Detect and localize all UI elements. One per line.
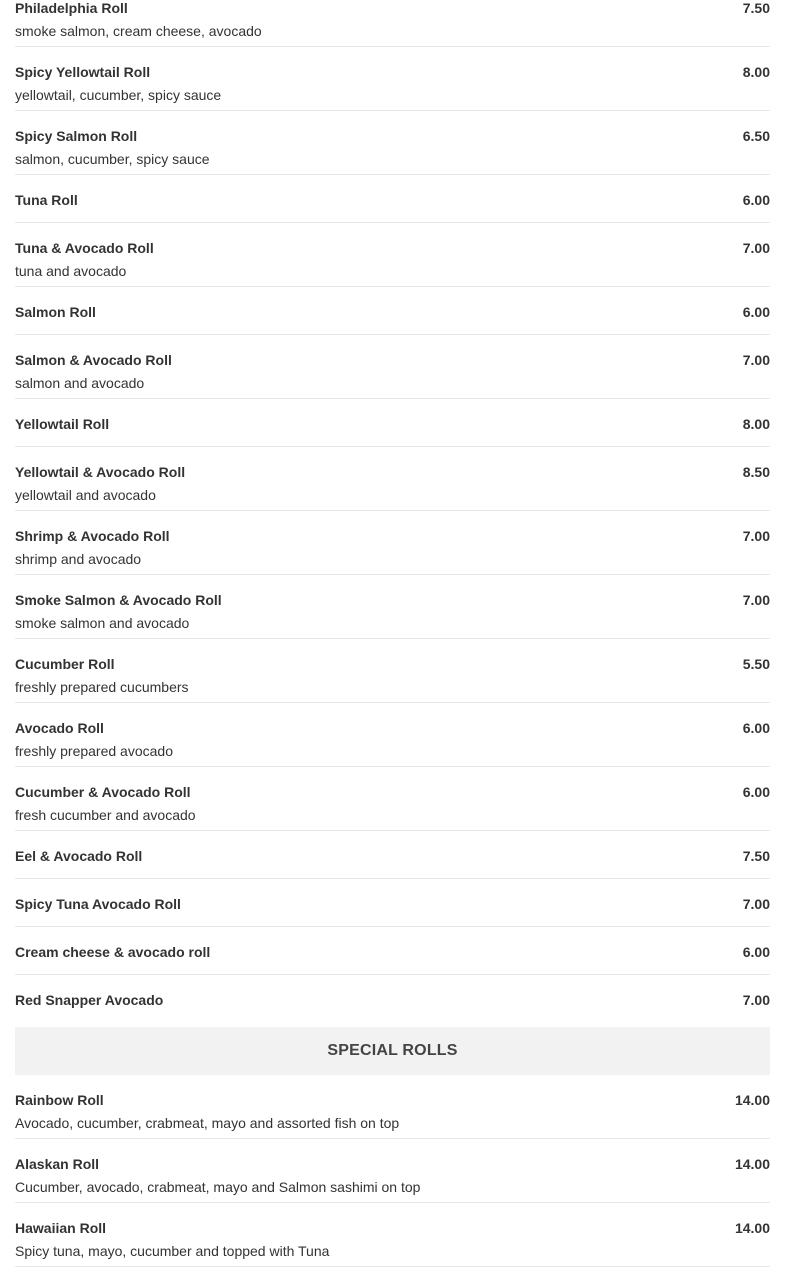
menu-item (15, 399, 770, 447)
menu-item-description: shrimp and avocado (15, 551, 142, 567)
menu-item (15, 879, 770, 927)
menu-item-description: tuna and avocado (15, 263, 127, 279)
menu-item (15, 1075, 770, 1139)
menu-item (15, 47, 770, 111)
menu-item-description: salmon, cucumber, spicy sauce (15, 151, 210, 167)
menu-item-price: 8.00 (742, 416, 770, 432)
menu-item-description: fresh cucumber and avocado (15, 807, 196, 823)
menu-item-description: Avocado, cucumber, crabmeat, mayo and assorted fish on top (15, 1115, 400, 1131)
menu-item-name: Shrimp & Avocado Roll (15, 528, 170, 544)
menu-item (15, 447, 770, 511)
menu-item-name: Cucumber Roll (15, 656, 115, 672)
menu-item (15, 511, 770, 575)
menu-item (15, 831, 770, 879)
menu-item-name: Spicy Yellowtail Roll (15, 64, 151, 80)
menu-item-price: 14.00 (734, 1220, 770, 1236)
menu-item-description: yellowtail, cucumber, spicy sauce (15, 87, 222, 103)
menu-item-price: 7.00 (742, 528, 770, 544)
menu-item (15, 111, 770, 175)
menu-item-price: 8.00 (742, 64, 770, 80)
menu-item (15, 767, 770, 831)
menu-item (15, 175, 770, 223)
section-header-special-rolls: SPECIAL ROLLS (15, 1027, 770, 1075)
menu-item-name: Hawaiian Roll (15, 1220, 107, 1236)
menu-item-description: freshly prepared cucumbers (15, 679, 189, 695)
menu-item-description: Spicy tuna, mayo, cucumber and topped with Tuna (15, 1243, 330, 1259)
menu-item-description: smoke salmon and avocado (15, 615, 190, 631)
menu-item (15, 927, 770, 975)
menu-item (15, 1203, 770, 1267)
menu-item-price: 14.00 (734, 1156, 770, 1172)
menu-item-name: Salmon Roll (15, 304, 96, 320)
menu-item-price: 6.00 (742, 304, 770, 320)
menu-item-price: 7.50 (742, 0, 770, 16)
menu-item-name: Yellowtail & Avocado Roll (15, 464, 186, 480)
menu-item-description: Cucumber, avocado, crabmeat, mayo and Salmon sashimi on top (15, 1179, 421, 1195)
menu-item-price: 6.00 (742, 784, 770, 800)
menu-item-name: Spicy Salmon Roll (15, 128, 138, 144)
menu-item-price: 7.50 (742, 848, 770, 864)
menu-item-name: Smoke Salmon & Avocado Roll (15, 592, 222, 608)
menu-item-name: Salmon & Avocado Roll (15, 352, 172, 368)
menu-item-name: Cucumber & Avocado Roll (15, 784, 191, 800)
menu-item (15, 703, 770, 767)
menu-item-name: Tuna & Avocado Roll (15, 240, 154, 256)
menu-item-description: smoke salmon, cream cheese, avocado (15, 23, 262, 39)
menu-item (15, 975, 770, 1023)
menu-item-price: 7.00 (742, 352, 770, 368)
menu-item-name: Spicy Tuna Avocado Roll (15, 896, 181, 912)
menu-item (15, 223, 770, 287)
menu-item-price: 6.00 (742, 720, 770, 736)
menu-item-price: 14.00 (734, 1092, 770, 1108)
menu-item-name: Eel & Avocado Roll (15, 848, 143, 864)
menu-item (15, 1139, 770, 1203)
menu-item-description: freshly prepared avocado (15, 743, 173, 759)
menu-item-name: Red Snapper Avocado (15, 992, 164, 1008)
menu-item-name: Avocado Roll (15, 720, 104, 736)
menu-item-price: 5.50 (742, 656, 770, 672)
menu-item-price: 6.50 (742, 128, 770, 144)
menu-item-name: Rainbow Roll (15, 1092, 104, 1108)
menu-page (15, 0, 770, 1267)
menu-item-name: Yellowtail Roll (15, 416, 110, 432)
menu-item-name: Tuna Roll (15, 192, 78, 208)
menu-item (15, 335, 770, 399)
menu-item-name: Alaskan Roll (15, 1156, 100, 1172)
menu-item-price: 7.00 (742, 992, 770, 1008)
menu-item-price: 6.00 (742, 944, 770, 960)
menu-item-price: 7.00 (742, 896, 770, 912)
special-rolls-list (15, 1075, 770, 1267)
menu-item-price: 8.50 (742, 464, 770, 480)
menu-item-price: 7.00 (742, 240, 770, 256)
menu-item-description: yellowtail and avocado (15, 487, 156, 503)
menu-item-price: 6.00 (742, 192, 770, 208)
menu-item (15, 639, 770, 703)
menu-item (15, 575, 770, 639)
menu-item (15, 287, 770, 335)
menu-item-description: salmon and avocado (15, 375, 145, 391)
menu-item-price: 7.00 (742, 592, 770, 608)
menu-item-name: Cream cheese & avocado roll (15, 944, 211, 960)
menu-item-name: Philadelphia Roll (15, 0, 128, 16)
rolls-list (15, 0, 770, 1023)
menu-item (15, 0, 770, 47)
